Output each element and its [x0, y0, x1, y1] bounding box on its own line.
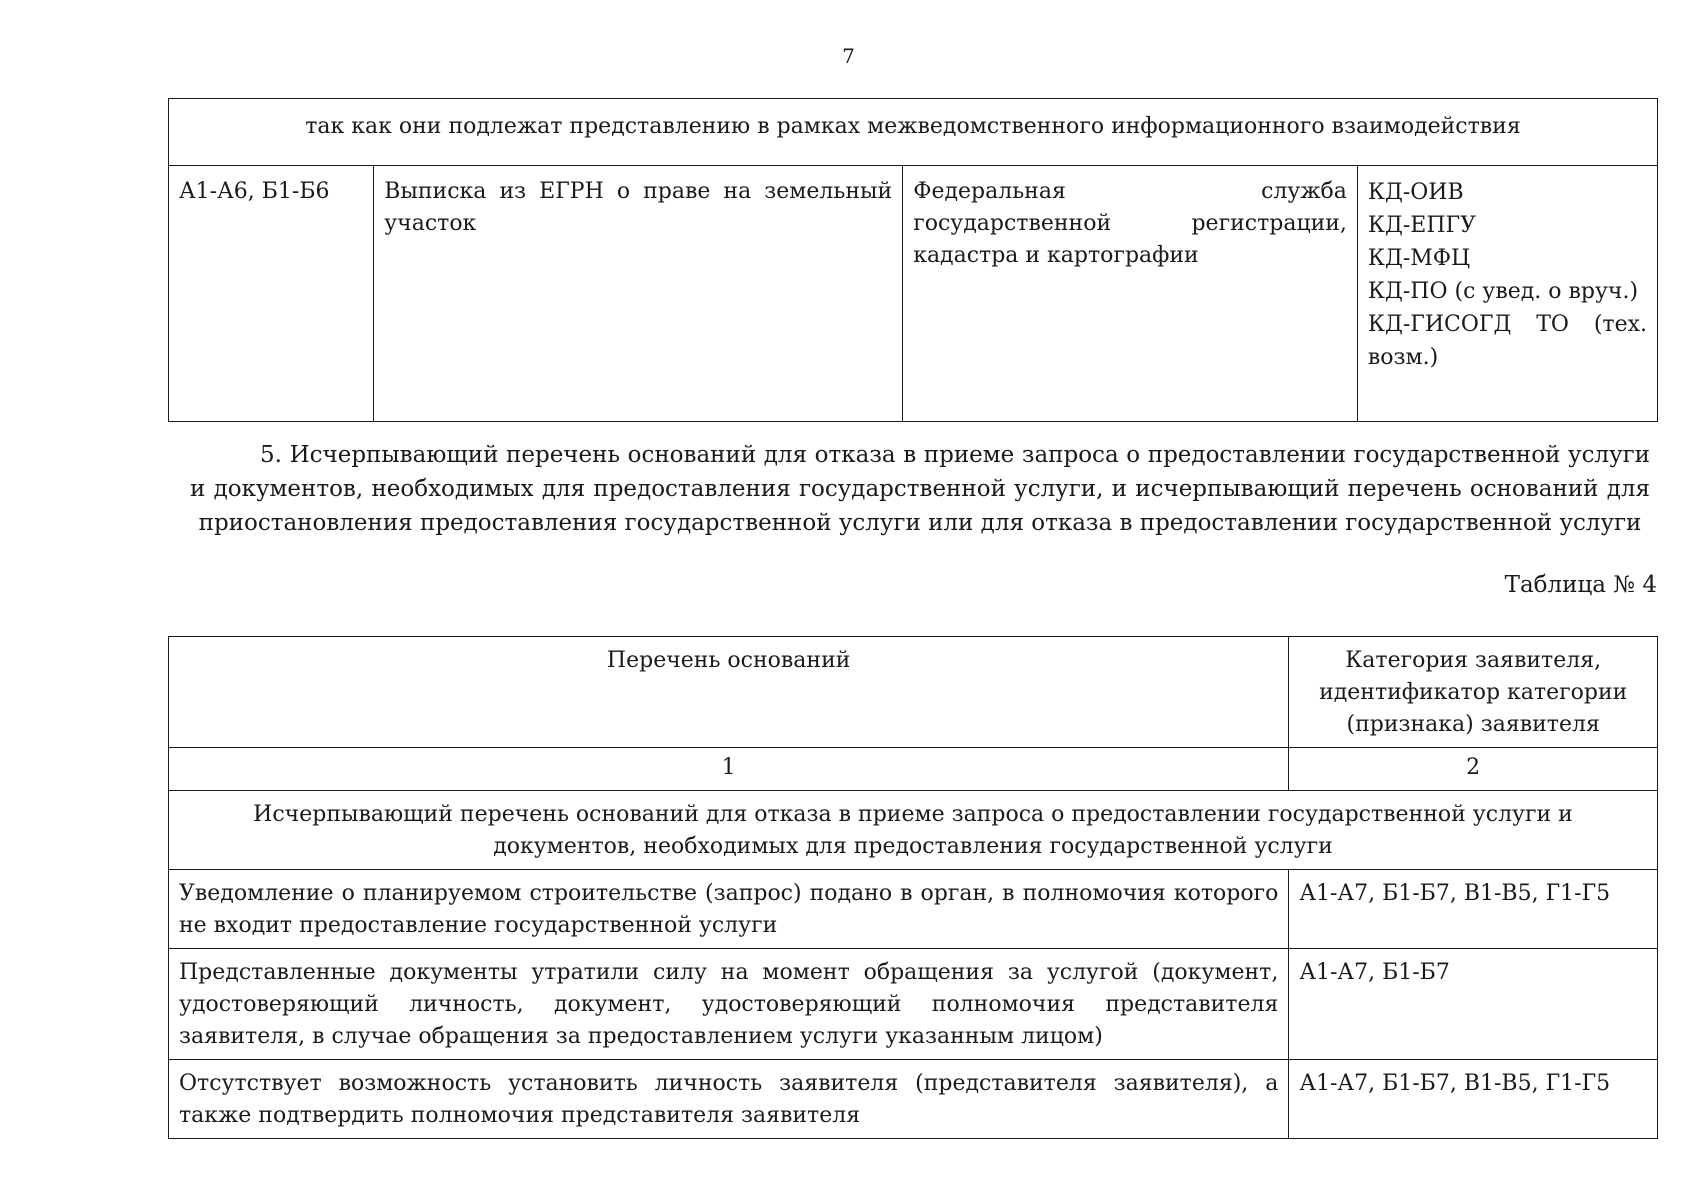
refusal-grounds-table: [168, 636, 1658, 1139]
column-number: 2: [1289, 748, 1658, 791]
documents-table: [168, 98, 1658, 422]
category-cell: А1-А7, Б1-Б7, В1-В5, Г1-Г5: [1289, 870, 1658, 949]
reason-cell: Представленные документы утратили силу на момент обращения за услугой (документ, удостоверяющий личность, документ, удостоверяющий полномочия представителя заявителя, в случае обращения за предоставлением услуги указанным лицом): [169, 949, 1289, 1060]
column-header-categories: Категория заявителя, идентификатор категории (признака) заявителя: [1289, 637, 1658, 748]
table-header-row: [169, 637, 1658, 748]
column-header-reasons: Перечень оснований: [169, 637, 1289, 748]
applicant-categories-cell: А1-А6, Б1-Б6: [169, 166, 374, 422]
channel-item: КД-МФЦ: [1367, 246, 1471, 271]
reason-cell: Уведомление о планируемом строительстве (запрос) подано в орган, в полномочия которого не входит предоставление государственной услуги: [169, 870, 1289, 949]
column-number-row: [169, 748, 1658, 791]
category-cell: А1-А7, Б1-Б7: [1289, 949, 1658, 1060]
table-row: [169, 1060, 1658, 1139]
channel-item: КД-ЕПГУ: [1367, 213, 1476, 238]
column-number: 1: [169, 748, 1289, 791]
interagency-header: так как они подлежат представлению в рамках межведомственного информационного взаимодействия: [169, 99, 1658, 166]
subheader-cell: Исчерпывающий перечень оснований для отказа в приеме запроса о предоставлении государственной услуги и документов, необходимых для предоставления государственной услуги: [169, 791, 1658, 870]
page-number: 7: [842, 44, 855, 68]
channels-cell: [1357, 166, 1657, 422]
channel-item: КД-ГИСОГД ТО (тех. возм.): [1367, 312, 1647, 370]
table-row: [169, 870, 1658, 949]
reason-cell: Отсутствует возможность установить личность заявителя (представителя заявителя), а также подтвердить полномочия представителя заявителя: [169, 1060, 1289, 1139]
table-row: [169, 949, 1658, 1060]
category-cell: А1-А7, Б1-Б7, В1-В5, Г1-Г5: [1289, 1060, 1658, 1139]
table-caption: Таблица № 4: [1504, 572, 1657, 598]
table-row: [169, 166, 1658, 422]
channel-item: КД-ОИВ: [1367, 180, 1464, 205]
document-name-cell: Выписка из ЕГРН о праве на земельный участок: [374, 166, 903, 422]
organization-cell: Федеральная служба государственной регистрации, кадастра и картографии: [903, 166, 1358, 422]
table-header-row: [169, 99, 1658, 166]
subheader-row: [169, 791, 1658, 870]
section-heading: 5. Исчерпывающий перечень оснований для отказа в приеме запроса о предоставлении государственной услуги и документов, необходимых для предоставления государственной услуги, и исчерпывающий перечень оснований для приостановления предоставления государственной услуги или для отказа в предоставлении государственной услуги: [190, 442, 1650, 536]
channel-item: КД-ПО (с увед. о вруч.): [1367, 279, 1639, 304]
